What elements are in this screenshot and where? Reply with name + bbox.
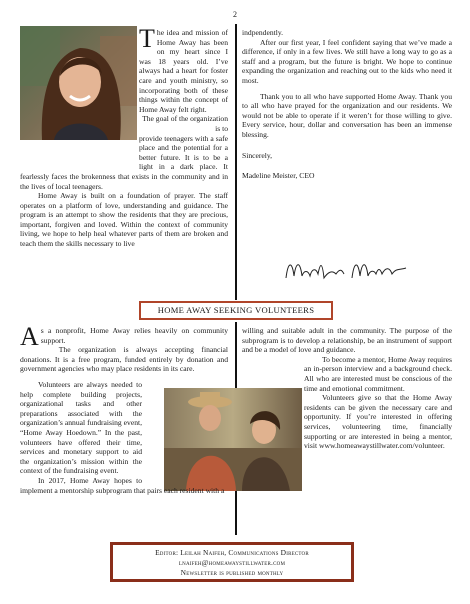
letter-goal-lead: The goal of the organization is to (142, 114, 228, 133)
letter-right-p3: Thank you to all who have supported Home Away. Thank you to all who have prayed for the organization and our residents. We would not be able to operate if it weren’t for those willing to give. Every service, hour, dollar and conversation has been an immense blessing. (242, 91, 452, 139)
letter-column-right (242, 28, 452, 181)
letter-dropcap: T (139, 24, 155, 53)
volunteers-p3: Volunteers are always needed to help complete building projects, organizational tasks and other preparations associated with the organization’s annual fundraising event, “Home Away Hoedown.” In the past, volunteers have offered their time, services and monetary support to aid the organization’s mission within the context of the fundraising event. (20, 379, 142, 476)
volunteers-column-right (242, 326, 452, 463)
letter-closing: Sincerely, (242, 150, 273, 160)
letter-right-p1: indpendently. (242, 28, 284, 37)
footer-editor: Editor: Leilah Naifeh, Communications Director (155, 548, 309, 557)
volunteers-column-left (20, 322, 228, 495)
volunteers-p2: The organization is always accepting financial donations. It is a free program, funded entirely by donation and government agencies who may place residents in its care. (20, 345, 228, 374)
volunteers-right-p2: To become a mentor, Home Away requires an in-person interview and a background check. All who are interested must be conscious of the time and emotional commitment. (304, 354, 452, 393)
letter-column-left (20, 24, 228, 249)
volunteers-dropcap: A (20, 322, 39, 351)
volunteers-right-p1: willing and suitable adult in the community. The purpose of the subprogram is to develop a relationship, be an instrument of support and be a model of love and guidance. (242, 326, 452, 355)
volunteers-intro: s a nonprofit, Home Away relies heavily on community support. (40, 326, 228, 345)
page-number: 2 (233, 10, 237, 19)
letter-right-p2: After our first year, I feel confident saying that we’ve made a difference, if only in a few lives. We still have a long way to go as a staff and a program, but the future is bright. We hope to continue expanding the organization and reaching out to the kids who need it most. (242, 37, 452, 85)
letter-signoff: Madeline Meister, CEO (242, 171, 315, 181)
volunteers-p4: In 2017, Home Away hopes to implement a mentorship subprogram that pairs each resident with a (20, 475, 225, 495)
letter-goal-text: provide teenagers with a safe place and the potential for a better future. It is to be a light in a dark place. It fearlessly faces the brokenness that exists in the community and in the lives of local teenagers. (20, 133, 228, 191)
footer-email[interactable]: lnaifeh@homeawaystillwater.com (178, 558, 286, 567)
editor-footer-box (110, 542, 354, 582)
ceo-signature (282, 256, 412, 289)
letter-intro-text: he idea and mission of Home Away has been on my heart since I was 18 years old. I’ve always had a heart for foster care and youth ministry, so incorporating both of these things within the concept of Home Away felt right. (139, 28, 228, 114)
volunteers-right-p3: Volunteers give so that the Home Away residents can be given the necessary care and opportunity. If you’re interested in offering services, volunteering time, financially supporting or are interested in being a mentor, visit www.homeawaystillwater.com/volunteer. (304, 393, 452, 451)
column-rule-top (235, 24, 237, 300)
letter-paragraph-2: Home Away is built on a foundation of prayer. The staff operates on a platform of love, understanding and guidance. The program is an attempt to show the residents that they are precious, important, forgiven and loved. Within the context of community living, we hope to help heal whatever parts of them are broken and teach them the skills necessary to live (20, 191, 228, 249)
footer-frequency: Newsletter is published monthly (180, 568, 284, 577)
volunteers-section-banner: HOME AWAY SEEKING VOLUNTEERS (139, 301, 333, 320)
